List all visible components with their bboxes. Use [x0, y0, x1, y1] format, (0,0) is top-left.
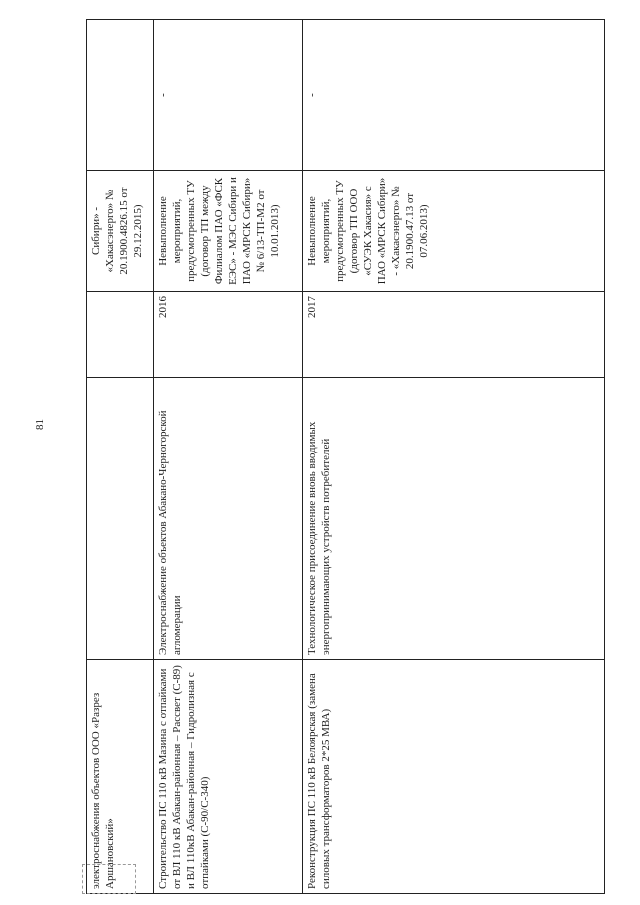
cell-note	[87, 20, 154, 171]
cell-name: электроснабжения объектов ООО «Разрез Аршановский»	[87, 660, 154, 894]
cell-reason: Невыполнение мероприятий, предусмотренных ТУ (договор ТП ООО «СУЭК Хакасия» с ПАО «МРСК Сибири» - «Хакасэнерго» № 20.1900.47.13 от 07.06.2013)	[302, 171, 604, 292]
cell-note: -	[153, 20, 302, 171]
rotated-table	[86, 20, 605, 894]
cell-reason: Невыполнение мероприятий, предусмотренных ТУ (договор ТП между Филиалом ПАО «ФСК ЕЭС» - МЭС Сибири и ПАО «МРСК Сибири» № 6/13-ТП-М2 от 10.01.2013)	[153, 171, 302, 292]
project-table	[86, 19, 605, 894]
cell-year: 2016	[153, 292, 302, 378]
cell-name: Строительство ПС 110 кВ Мазина с отпайками от ВЛ 110 кВ Абакан-районная – Рассвет (С-89) и ВЛ 110кВ Абакан-районная – Гидролизная с отпайками (С-90/С-340)	[153, 660, 302, 894]
rotated-table-container	[86, 20, 605, 894]
stamp-mark	[82, 864, 136, 894]
cell-description	[87, 378, 154, 660]
cell-description: Технологическое присоединение вновь вводимых энергопринимающих устройств потребителей	[302, 378, 604, 660]
cell-reason: Сибири» - «Хакасэнерго» № 20.1900.4826.15 от 29.12.2015)	[87, 171, 154, 292]
page-number: 81	[34, 419, 46, 430]
table-row	[153, 20, 302, 894]
cell-year	[87, 292, 154, 378]
cell-year: 2017	[302, 292, 604, 378]
table-row	[302, 20, 604, 894]
cell-description: Электроснабжение объектов Абакано-Черногорской агломерации	[153, 378, 302, 660]
table-row	[87, 20, 154, 894]
cell-note: -	[302, 20, 604, 171]
cell-name: Реконструкция ПС 110 кВ Белоярская (замена силовых трансформаторов 2*25 МВА)	[302, 660, 604, 894]
